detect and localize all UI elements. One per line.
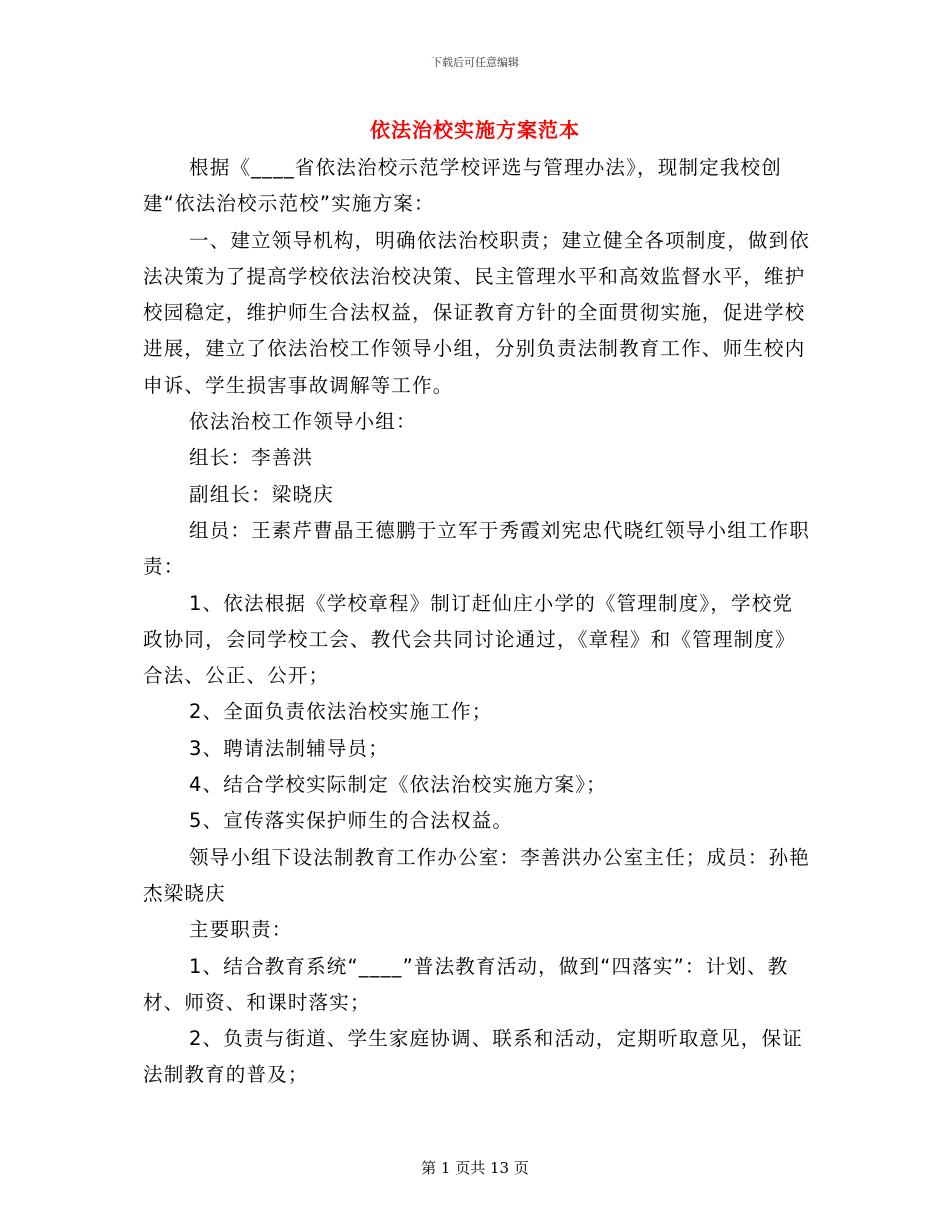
paragraph-duty-2: 2、全面负责依法治校实施工作；: [189, 700, 493, 724]
paragraph-office: 领导小组下设法制教育工作办公室：李善洪办公室主任；成员：孙艳杰梁晓庆: [143, 845, 811, 905]
paragraph-intro: 根据《____省依法治校示范学校评选与管理办法》，现制定我校创建“依法治校示范校”实施方案：: [143, 156, 782, 216]
document-title: 依法治校实施方案范本: [370, 118, 580, 142]
paragraph-main-duties-heading: 主要职责：: [189, 918, 293, 942]
paragraph-members: 组员：王素芹曹晶王德鹏于立军于秀霞刘宪忠代晓红领导小组工作职责：: [143, 518, 811, 579]
paragraph-section-one: 一、建立领导机构，明确依法治校职责；建立健全各项制度，做到依法决策为了提高学校依法治校决策、民主管理水平和高效监督水平，维护校园稳定，维护师生合法权益，保证教育方针的全面贯彻实施，促进学校进展，建立了依法治校工作领导小组，分别负责法制教育工作、师生校内申诉、学生损害事故调解等工作。: [143, 228, 811, 397]
paragraph-deputy-leader: 副组长：梁晓庆: [189, 482, 334, 506]
paragraph-main-duty-2: 2、负责与街道、学生家庭协调、联系和活动，定期听取意见，保证法制教育的普及；: [143, 1027, 803, 1087]
paragraph-main-duty-1: 1、结合教育系统“____”普法教育活动，做到“四落实”：计划、教材、师资、和课时落实；: [143, 954, 789, 1014]
paragraph-duty-1: 1、依法根据《学校章程》制订赶仙庄小学的《管理制度》，学校党政协同，会同学校工会、教代会共同讨论通过，《章程》和《管理制度》合法、公正、公开；: [143, 591, 796, 688]
paragraph-duty-4: 4、结合学校实际制定《依法治校实施方案》；: [189, 773, 607, 797]
paragraph-group-leader: 组长：李善洪: [189, 446, 314, 470]
page-number-indicator: 第 1 页共 13 页: [421, 1159, 529, 1177]
document-body: [143, 150, 811, 1094]
page-header-note: 下载后可任意编辑: [431, 56, 519, 69]
paragraph-duty-5: 5、宣传落实保护师生的合法权益。: [189, 809, 514, 833]
paragraph-duty-3: 3、聘请法制辅导员；: [189, 736, 389, 760]
paragraph-group-heading: 依法治校工作领导小组：: [189, 410, 417, 434]
